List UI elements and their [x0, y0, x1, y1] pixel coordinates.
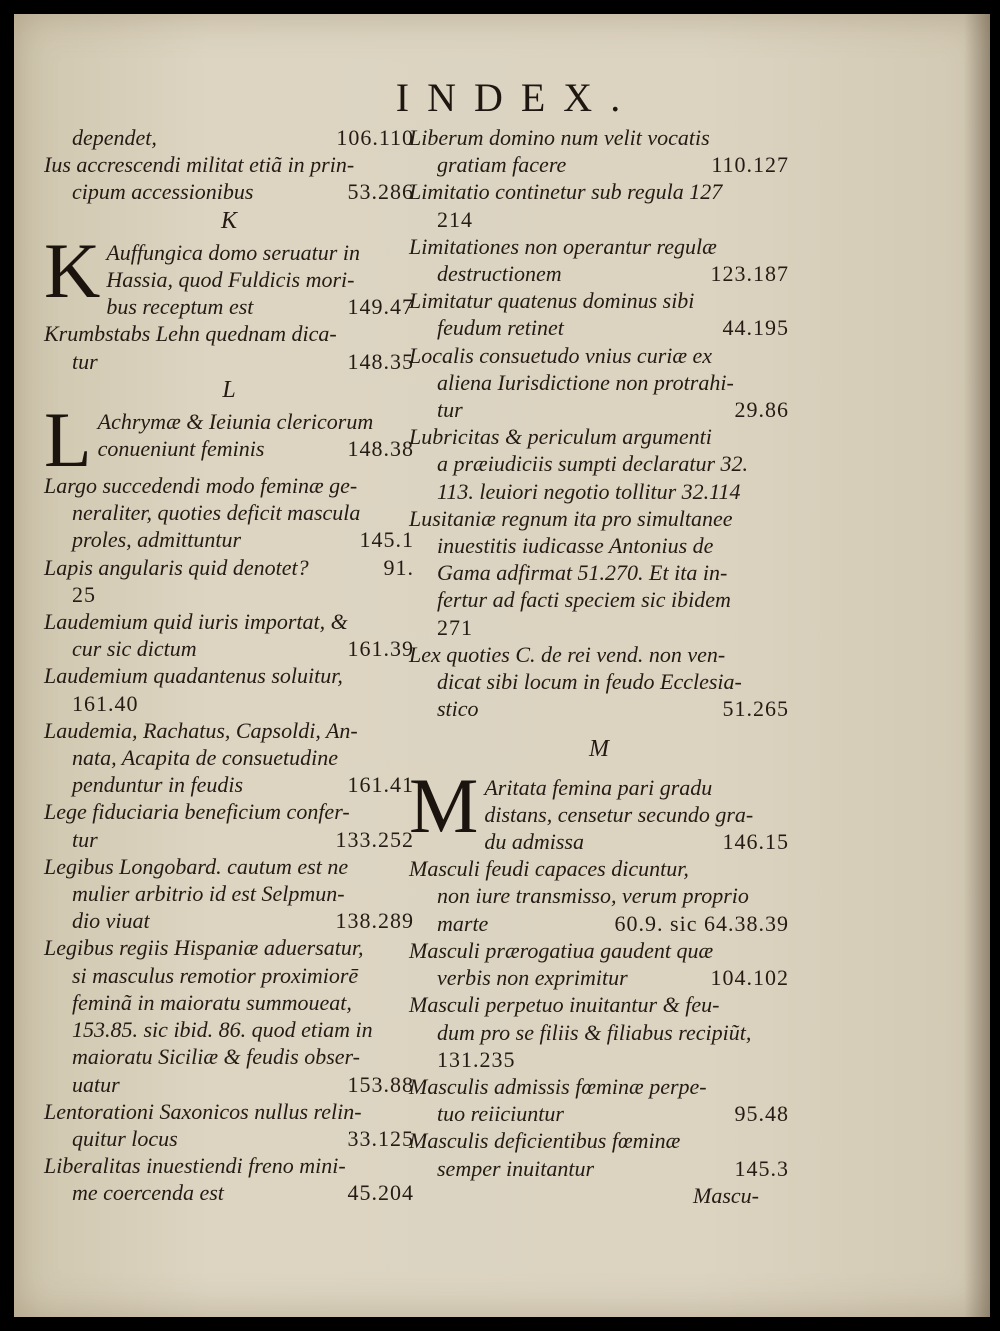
- index-entry: [44, 853, 414, 935]
- entry-text: penduntur in feudis: [72, 772, 244, 798]
- entry-text: marte: [437, 910, 489, 936]
- entry-text: cipum accessionibus: [72, 179, 254, 205]
- page-reference: 161.39: [347, 636, 414, 662]
- page-reference: 133.252: [335, 826, 414, 852]
- page-reference: 33.125: [347, 1125, 414, 1151]
- drop-cap: L: [44, 396, 92, 484]
- page-reference: 131.235: [437, 1046, 516, 1072]
- entry-text: dum pro se filiis & filiabus recipiũt,: [437, 1019, 752, 1045]
- entry-text: tur: [72, 826, 98, 852]
- entry-text: Hassia, quod Fuldicis mori-: [106, 267, 355, 293]
- page-reference: 161.40: [72, 690, 139, 716]
- entry-text: gratiam facere: [437, 152, 567, 178]
- entry-text: conueniunt feminis: [97, 436, 265, 462]
- page-reference: 44.195: [722, 315, 789, 341]
- entry-text: proles, admittuntur: [72, 527, 242, 553]
- entry-text: stico: [437, 696, 479, 722]
- index-entry: [44, 608, 414, 662]
- entry-text: Localis consuetudo vnius curiæ ex: [409, 342, 713, 368]
- index-entry: [409, 287, 789, 341]
- index-entry: [409, 1127, 789, 1181]
- entry-text: maioratu Siciliæ & feudis obser-: [72, 1044, 360, 1070]
- page-reference: 214: [437, 206, 473, 232]
- page-edge-shadow: [964, 14, 990, 1317]
- index-entry: [44, 1152, 414, 1206]
- page-reference: 146.15: [722, 829, 789, 855]
- page-reference: 106.110: [336, 125, 414, 150]
- page-reference: 91.: [383, 554, 414, 580]
- page-reference: 110.127: [711, 152, 789, 178]
- entry-text: dependet,: [72, 125, 157, 150]
- entry-text: tuo reiiciuntur: [437, 1101, 564, 1127]
- entry-text: Laudemium quadantenus soluitur,: [44, 663, 343, 689]
- page-reference: 145.1: [359, 527, 414, 553]
- entry-text: Auffungica domo seruatur in: [106, 239, 360, 265]
- index-entry: [44, 554, 414, 608]
- index-entry: [409, 505, 789, 641]
- entry-text: fertur ad facti speciem sic ibidem: [437, 587, 731, 613]
- entry-text: Lex quoties C. de rei vend. non ven-: [409, 641, 726, 667]
- entry-text: Laudemia, Rachatus, Capsoldi, An-: [44, 717, 358, 743]
- left-column: [44, 124, 414, 1207]
- entry-text: feminã in maioratu summoueat,: [72, 989, 352, 1015]
- entry-text: me coercenda est: [72, 1180, 224, 1206]
- index-entry: [44, 124, 414, 151]
- entry-text: bus receptum est: [106, 294, 254, 320]
- index-entry: [409, 178, 789, 232]
- entry-text: Masculi perpetuo inuitantur & feu-: [409, 992, 720, 1018]
- entry-text: nata, Acapita de consuetudine: [72, 745, 338, 771]
- index-entry: [44, 472, 414, 554]
- section-heading-k: K: [220, 207, 237, 234]
- entry-text: Gama adfirmat 51.270. Et ita in-: [437, 560, 728, 586]
- page-reference: 148.38: [347, 436, 414, 462]
- index-entry: [409, 1073, 789, 1127]
- index-entry: [44, 320, 414, 374]
- index-entry: [409, 233, 789, 287]
- entry-text: aliena Iurisdictione non protrahi-: [437, 369, 734, 395]
- index-entry: [44, 717, 414, 799]
- entry-text: Limitatur quatenus dominus sibi: [409, 288, 695, 314]
- entry-text: neraliter, quoties deficit mascula: [72, 500, 361, 526]
- entry-text: Masculis deficientibus fœminæ: [409, 1128, 681, 1154]
- entry-text: semper inuitantur: [437, 1155, 595, 1181]
- entry-text: Legibus Longobard. cautum est ne: [44, 853, 349, 879]
- entry-text: Lubricitas & periculum argumenti: [409, 424, 712, 450]
- page-reference: 25: [72, 581, 96, 607]
- entry-text: dicat sibi locum in feudo Ecclesia-: [437, 669, 742, 695]
- entry-text: Lentorationi Saxonicos nullus relin-: [44, 1098, 362, 1124]
- entry-text: Lege fiduciaria beneficium confer-: [44, 799, 350, 825]
- right-column: [409, 124, 789, 1209]
- section-heading-l: L: [222, 376, 236, 403]
- entry-text: Masculi prærogatiua gaudent quæ: [409, 937, 714, 963]
- entry-text: Masculis admissis fœminæ perpe-: [409, 1073, 707, 1099]
- drop-cap: K: [44, 226, 101, 314]
- page-reference: 123.187: [710, 261, 789, 287]
- page-reference: 53.286: [347, 179, 414, 205]
- entry-text: a præiudiciis sumpti declaratur 32.: [437, 451, 749, 477]
- entry-text: Liberum domino num velit vocatis: [409, 125, 710, 150]
- index-entry: [44, 396, 414, 484]
- page-reference: 60.9. sic 64.38.39: [614, 910, 789, 936]
- entry-text: tur: [437, 397, 463, 423]
- entry-text: quitur locus: [72, 1125, 178, 1151]
- entry-text: Limitationes non operantur regulæ: [409, 233, 717, 259]
- index-entry: [44, 151, 414, 205]
- entry-text: Legibus regiis Hispaniæ aduersatur,: [44, 935, 364, 961]
- entry-text: Krumbstabs Lehn quednam dica-: [44, 321, 337, 347]
- entry-text: Liberalitas inuestiendi freno mini-: [44, 1153, 346, 1179]
- entry-text: du admissa: [484, 829, 584, 855]
- entry-text: verbis non exprimitur: [437, 965, 628, 991]
- drop-cap: M: [409, 761, 479, 849]
- index-entry: [409, 991, 789, 1073]
- entry-text: si masculus remotior proximiorē: [72, 962, 359, 988]
- index-entry: [409, 342, 789, 424]
- entry-text: Largo succedendi modo feminæ ge-: [44, 473, 358, 499]
- page-reference: 153.88: [347, 1071, 414, 1097]
- entry-text: Lapis angularis quid denotet?: [44, 554, 309, 580]
- index-entry: [409, 761, 789, 856]
- page-reference: 104.102: [710, 965, 789, 991]
- index-entry: [409, 423, 789, 505]
- page-reference: 29.86: [734, 397, 789, 423]
- section-heading-m: M: [589, 736, 609, 763]
- entry-text: Achrymæ & Ieiunia clericorum: [97, 409, 374, 435]
- index-entry: [409, 124, 789, 178]
- index-entry: [44, 226, 414, 321]
- entry-text: dio viuat: [72, 908, 150, 934]
- index-entry: [409, 855, 789, 937]
- entry-text: cur sic dictum: [72, 636, 197, 662]
- entry-text: destructionem: [437, 261, 562, 287]
- page-reference: 138.289: [335, 908, 414, 934]
- book-page: [14, 14, 990, 1317]
- page-header: INDEX.: [395, 75, 639, 120]
- entry-text: feudum retinet: [437, 315, 564, 341]
- entry-text: mulier arbitrio id est Selpmun-: [72, 881, 345, 907]
- index-entry: [44, 1098, 414, 1152]
- entry-text: Ius accrescendi militat etiã in prin-: [44, 152, 355, 178]
- entry-text: Masculi feudi capaces dicuntur,: [409, 856, 689, 882]
- page-reference: 148.35: [347, 348, 414, 374]
- entry-text: Aritata femina pari gradu: [484, 774, 713, 800]
- page-reference: 149.47: [347, 294, 414, 320]
- entry-text: inuestitis iudicasse Antonius de: [437, 533, 714, 559]
- page-reference: 45.204: [347, 1180, 414, 1206]
- entry-text: Lusitaniæ regnum ita pro simultanee: [409, 505, 733, 531]
- entry-text: uatur: [72, 1071, 120, 1097]
- entry-text: 113. leuiori negotio tollitur 32.114: [437, 478, 741, 504]
- entry-text: distans, censetur secundo gra-: [484, 801, 754, 827]
- index-entry: [44, 798, 414, 852]
- entry-text: Limitatio continetur sub regula 127: [409, 179, 723, 205]
- entry-text: Laudemium quid iuris importat, &: [44, 609, 348, 635]
- index-entry: [44, 662, 414, 716]
- page-reference: 145.3: [734, 1155, 789, 1181]
- entry-text: non iure transmisso, verum proprio: [437, 883, 749, 909]
- page-reference: 95.48: [734, 1101, 789, 1127]
- entry-text: tur: [72, 348, 98, 374]
- page-reference: 161.41: [347, 772, 414, 798]
- index-entry: [44, 934, 414, 1097]
- index-entry: [409, 641, 789, 723]
- page-reference: 51.265: [722, 696, 789, 722]
- page-reference: 271: [437, 614, 473, 640]
- catchword: Mascu-: [693, 1182, 759, 1208]
- index-entry: [409, 937, 789, 991]
- entry-text: 153.85. sic ibid. 86. quod etiam in: [72, 1017, 373, 1043]
